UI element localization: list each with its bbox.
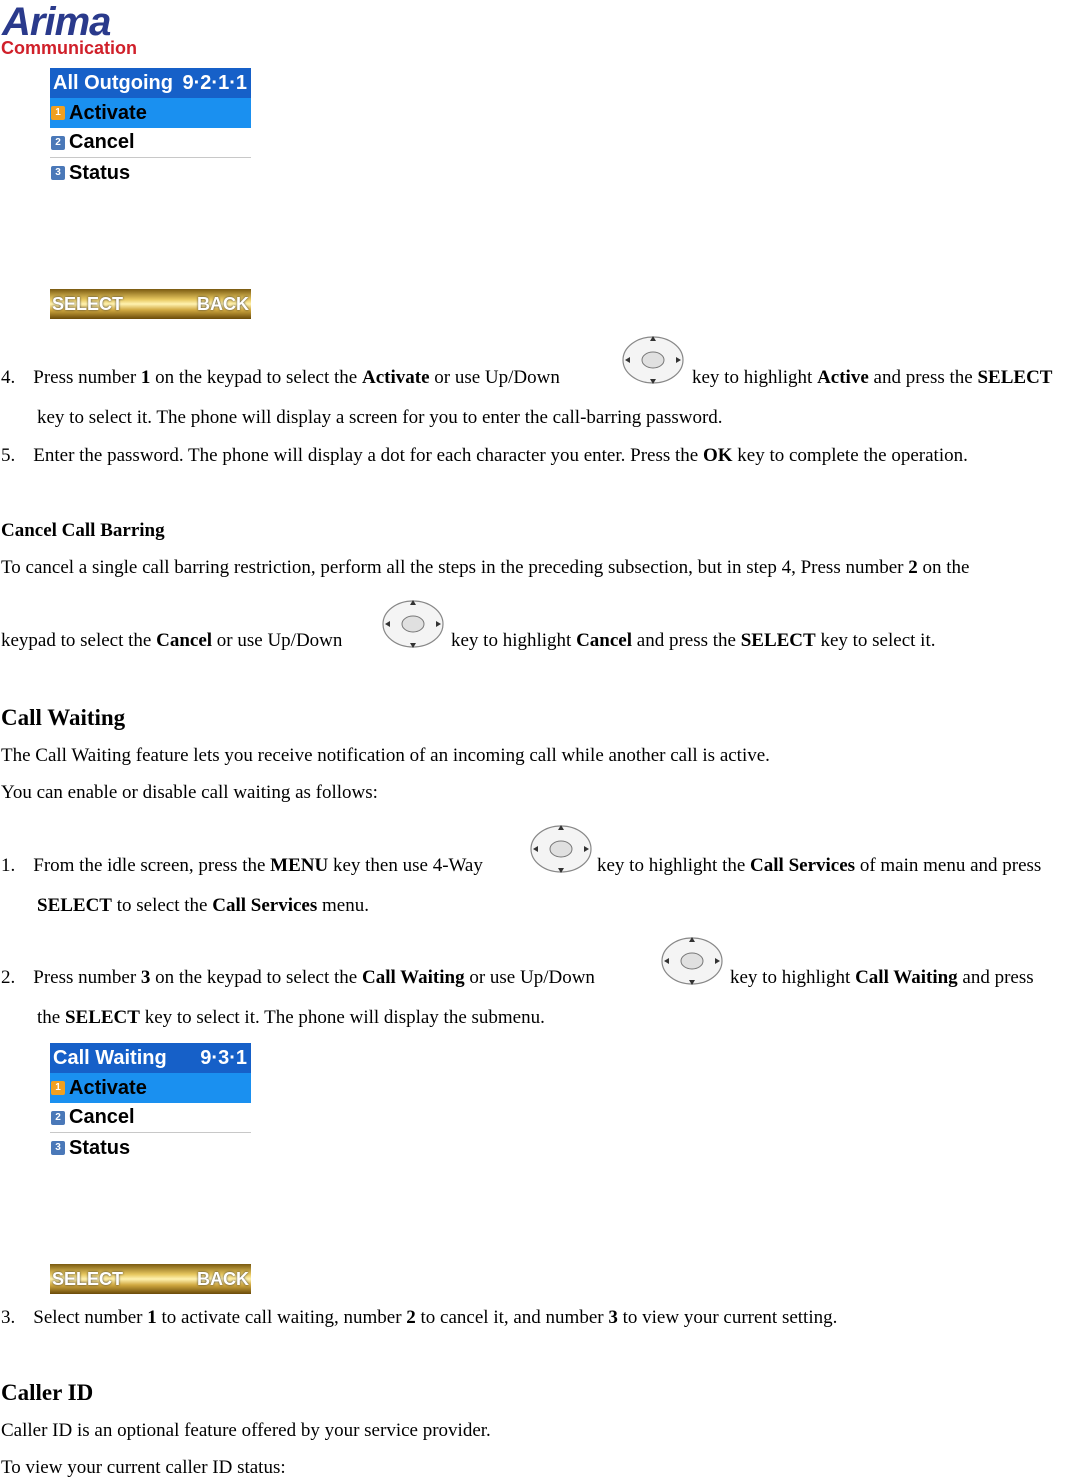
cancel-barring-line-2b: key to highlight Cancel and press the SELECT key to select it. xyxy=(451,630,936,651)
screen-title-bar xyxy=(50,68,251,98)
caller-id-heading: Caller ID xyxy=(1,1380,94,1405)
brand-logo: Arima xyxy=(2,0,111,44)
brand-subtitle: Communication xyxy=(1,38,138,58)
step-5: 5. Enter the password. The phone will display a dot for each character you enter. Press the OK key to complete the operation. xyxy=(1,445,968,466)
menu-item-activate[interactable] xyxy=(50,1073,251,1103)
menu-item-label: Cancel xyxy=(69,1106,135,1128)
back-soft-key[interactable]: BACK xyxy=(197,293,249,314)
menu-item-status[interactable] xyxy=(50,1133,251,1163)
menu-code: 9·3·1 xyxy=(200,1046,247,1069)
menu-item-label: Activate xyxy=(69,1076,147,1099)
select-soft-key[interactable]: SELECT xyxy=(52,1268,124,1289)
soft-key-bar xyxy=(50,289,251,319)
nav-key-icon xyxy=(530,820,592,874)
cw-step-2-line-2: the SELECT key to select it. The phone will display the submenu. xyxy=(37,1007,545,1028)
call-waiting-heading: Call Waiting xyxy=(1,705,126,730)
call-waiting-p1: The Call Waiting feature lets you receive notification of an incoming call while another call is active. xyxy=(1,745,770,766)
soft-key-bar xyxy=(50,1264,251,1294)
phone-screen-call-waiting xyxy=(50,1043,251,1163)
caller-id-p2: To view your current caller ID status: xyxy=(1,1457,286,1478)
step-4-line-1b: key to highlight Active and press the SELECT xyxy=(692,367,1053,388)
screen-title-bar xyxy=(50,1043,251,1073)
cancel-barring-line-2a: keypad to select the Cancel or use Up/Down xyxy=(1,630,343,651)
menu-item-activate[interactable] xyxy=(50,98,251,128)
cancel-call-barring-heading: Cancel Call Barring xyxy=(1,520,165,541)
menu-item-label: Activate xyxy=(69,101,147,124)
number-badge-icon: 2 xyxy=(51,136,65,150)
menu-item-status[interactable] xyxy=(50,158,251,188)
menu-item-label: Status xyxy=(69,1136,131,1159)
cw-step-1-line-1b: key to highlight the Call Services of main menu and press xyxy=(597,855,1042,876)
step-4-line-1: 4. Press number 1 on the keypad to select the Activate or use Up/Down xyxy=(1,367,560,388)
number-badge-icon: 1 xyxy=(51,106,65,120)
step-4-line-2: key to select it. The phone will display a screen for you to enter the call-barring password. xyxy=(37,407,723,428)
cw-step-1-line-2: SELECT to select the Call Services menu. xyxy=(37,895,369,916)
nav-key-icon xyxy=(661,932,723,986)
menu-item-label: Status xyxy=(69,161,131,184)
number-badge-icon: 3 xyxy=(51,166,65,180)
screen-title: Call Waiting xyxy=(53,1046,167,1069)
cw-step-2-line-1b: key to highlight Call Waiting and press xyxy=(730,967,1034,988)
cw-step-3: 3. Select number 1 to activate call waiting, number 2 to cancel it, and number 3 to view your current setting. xyxy=(1,1307,838,1328)
screen-title: All Outgoing xyxy=(53,71,173,94)
select-soft-key[interactable]: SELECT xyxy=(52,293,124,314)
caller-id-p1: Caller ID is an optional feature offered by your service provider. xyxy=(1,1420,491,1441)
call-waiting-p2: You can enable or disable call waiting as follows: xyxy=(1,782,378,803)
cw-step-2-line-1a: 2. Press number 3 on the keypad to select the Call Waiting or use Up/Down xyxy=(1,967,595,988)
number-badge-icon: 1 xyxy=(51,1081,65,1095)
phone-screen-all-outgoing xyxy=(50,68,251,188)
menu-code: 9·2·1·1 xyxy=(182,71,247,94)
cancel-barring-line-1: To cancel a single call barring restriction, perform all the steps in the preceding subsection, but in step 4, Press number 2 on the xyxy=(1,557,970,578)
back-soft-key[interactable]: BACK xyxy=(197,1268,249,1289)
menu-item-label: Cancel xyxy=(69,131,135,153)
number-badge-icon: 3 xyxy=(51,1141,65,1155)
cw-step-1-line-1a: 1. From the idle screen, press the MENU key then use 4-Way xyxy=(1,855,483,876)
nav-key-icon xyxy=(622,331,684,385)
menu-item-cancel[interactable] xyxy=(50,1103,251,1133)
nav-key-icon xyxy=(382,595,444,649)
menu-item-cancel[interactable] xyxy=(50,128,251,158)
number-badge-icon: 2 xyxy=(51,1111,65,1125)
